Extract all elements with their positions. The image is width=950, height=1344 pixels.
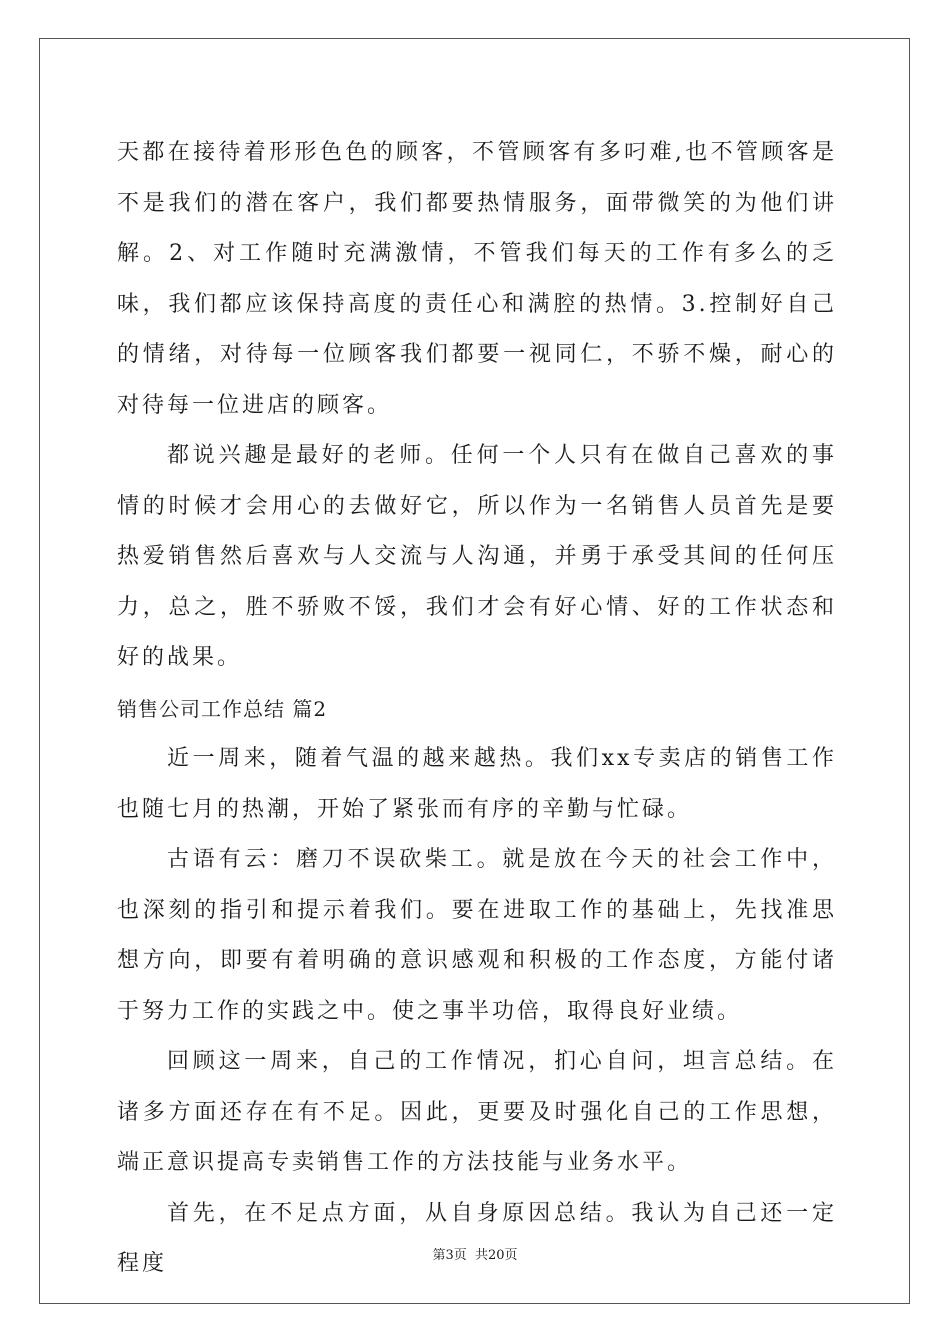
paragraph-proverb: 古语有云：磨刀不误砍柴工。就是放在今天的社会工作中，也深刻的指引和提示着我们。要在进取工作的基础上，先找准思想方向，即要有着明确的意识感观和积极的工作态度，方能付诸于努力工作的实践之中。使之事半功倍，取得良好业绩。 xyxy=(117,847,837,1024)
document-body xyxy=(117,128,837,1290)
paragraph-continued: 天都在接待着形形色色的顾客，不管顾客有多叼难,也不管顾客是不是我们的潜在客户，我们都要热情服务，面带微笑的为他们讲解。2、对工作随时充满激情，不管我们每天的工作有多么的乏味，我们都应该保持高度的责任心和满腔的热情。3.控制好自己的情绪，对待每一位顾客我们都要一视同仁，不骄不燥，耐心的对待每一位进店的顾客。 xyxy=(117,140,837,418)
paragraph-interest: 都说兴趣是最好的老师。任何一个人只有在做自己喜欢的事情的时候才会用心的去做好它，所以作为一名销售人员首先是要热爱销售然后喜欢与人交流与人沟通，并勇于承受其间的任何压力，总之，胜不骄败不馁，我们才会有好心情、好的工作状态和好的战果。 xyxy=(117,443,837,670)
paragraph-recent-week: 近一周来，随着气温的越来越热。我们xx专卖店的销售工作也随七月的热潮，开始了紧张而有序的辛勤与忙碌。 xyxy=(117,746,837,822)
page-number: 第3页 xyxy=(432,1248,467,1263)
page-footer xyxy=(0,1244,950,1263)
paragraph-review: 回顾这一周来，自己的工作情况，扪心自问，坦言总结。在诸多方面还存在有不足。因此，更要及时强化自己的工作思想，端正意识提高专卖销售工作的方法技能与业务水平。 xyxy=(117,1049,837,1175)
paragraph-first: 首先，在不足点方面，从自身原因总结。我认为自己还一定程度 xyxy=(117,1200,837,1276)
total-pages: 共20页 xyxy=(474,1248,518,1263)
section-heading: 销售公司工作总结 篇2 xyxy=(117,696,328,721)
